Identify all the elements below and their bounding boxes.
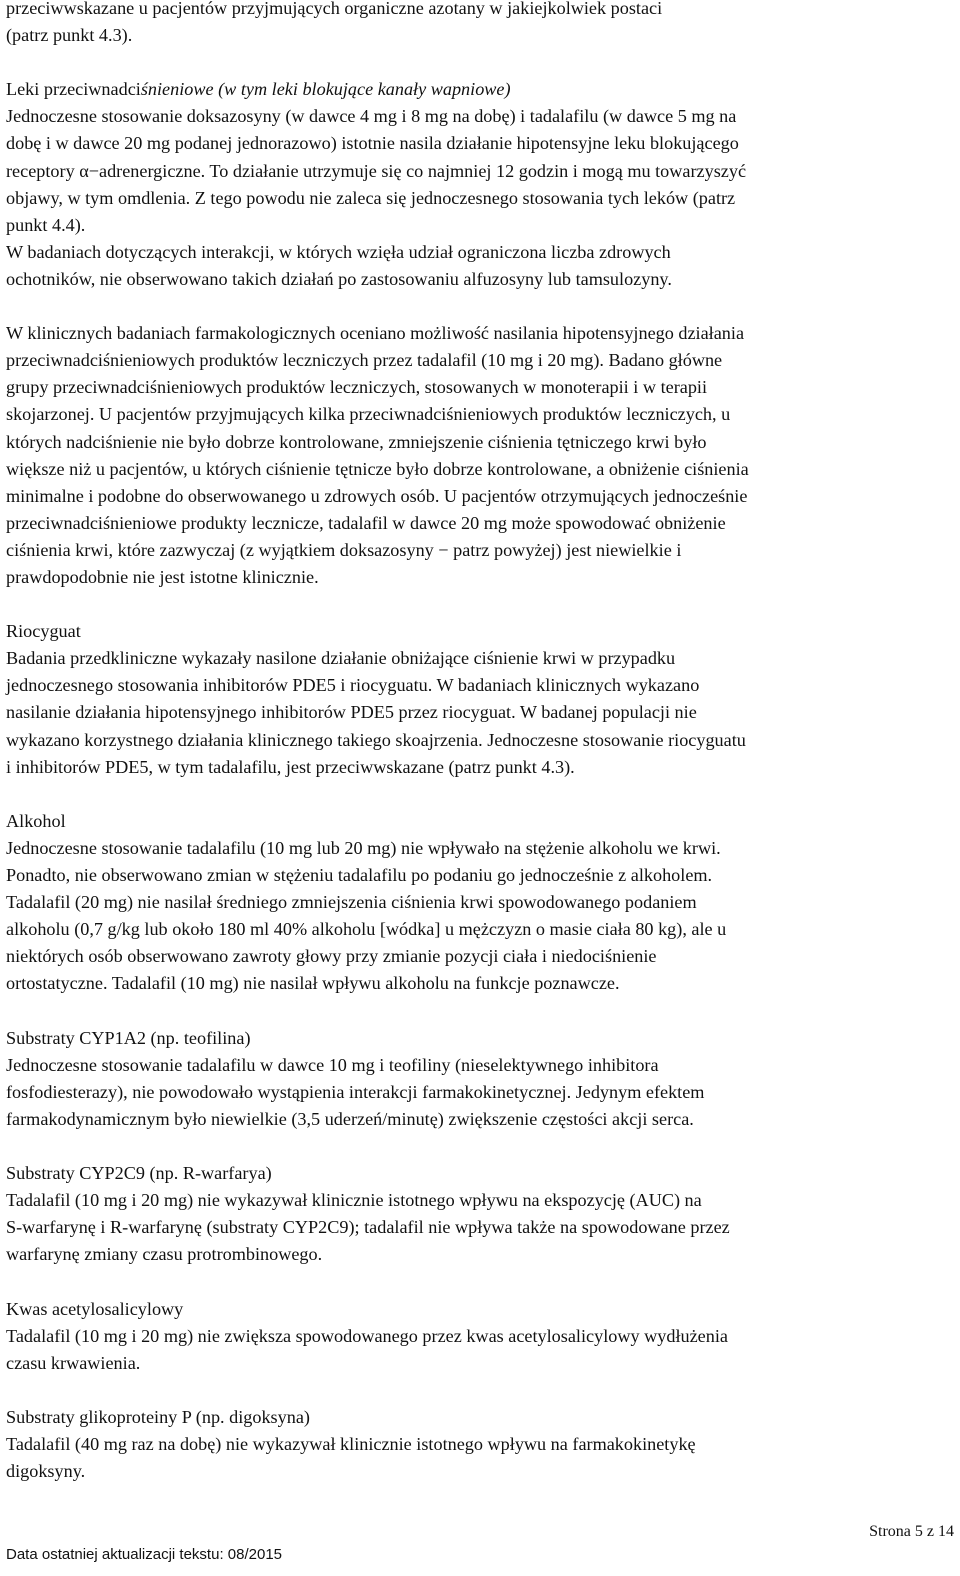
text-line: warfarynę zmiany czasu protrombinowego. (6, 1244, 323, 1265)
last-update-date: Data ostatniej aktualizacji tekstu: 08/2015 (6, 1546, 282, 1563)
text-line: przeciwnadciśnieniowe produkty lecznicze, tadalafil w dawce 20 mg może spowodować obniżenie (6, 512, 726, 533)
text-line: skojarzonej. U pacjentów przyjmujących kilka przeciwnadciśnieniowych produktów leczniczych, u (6, 404, 731, 425)
text-line: większe niż u pacjentów, u których ciśnienie tętnicze było dobrze kontrolowane, a obniżenie ciśnienia (6, 458, 749, 479)
text-line: S-warfarynę i R-warfarynę (substraty CYP2C9); tadalafil nie wpływa także na spowodowane przez (6, 1217, 730, 1238)
spacer (6, 997, 956, 1024)
section-heading-aspirin: Kwas acetylosalicylowy (6, 1298, 184, 1319)
text-line: Tadalafil (20 mg) nie nasilał średniego zmniejszenia ciśnienia krwi spowodowanego podaniem (6, 892, 697, 913)
spacer (6, 49, 956, 76)
text-line: Tadalafil (10 mg i 20 mg) nie wykazywał klinicznie istotnego wpływu na ekspozycję (AUC) na (6, 1190, 702, 1211)
text-line: Jednoczesne stosowanie tadalafilu w dawce 10 mg i teofiliny (nieselektywnego inhibitora (6, 1054, 659, 1075)
aspirin-paragraph (6, 1323, 956, 1377)
section-heading-pgp: Substraty glikoproteiny P (np. digoksyna) (6, 1406, 310, 1427)
text-line: niektórych osób obserwowano zawroty głowy przy zmianie pozycji ciała i niedociśnienie (6, 946, 657, 967)
spacer (6, 1377, 956, 1404)
section-heading-riocyguat: Riocyguat (6, 621, 81, 642)
text-line: czasu krwawienia. (6, 1352, 141, 1373)
text-line: fosfodiesterazy), nie powodowało wystąpienia interakcji farmakokinetycznej. Jedynym efektem (6, 1081, 705, 1102)
text-line: jednoczesnego stosowania inhibitorów PDE5 i riocyguatu. W badaniach klinicznych wykazano (6, 675, 700, 696)
text-line: ochotników, nie obserwowano takich działań po zastosowaniu alfuzosyny lub tamsulozyny. (6, 268, 672, 289)
cyp2c9-paragraph (6, 1187, 956, 1268)
text-line: objawy, w tym omdlenia. Z tego powodu nie zaleca się jednoczesnego stosowania tych leków (patrz (6, 187, 736, 208)
text-line: dobę i w dawce 20 mg podanej jednorazowo) istotnie nasila działanie hipotensyjne leku blokującego (6, 133, 739, 154)
text-line: minimalne i podobne do obserwowanego u zdrowych osób. U pacjentów otrzymujących jednocześnie (6, 485, 748, 506)
text-line: Badania przedkliniczne wykazały nasilone działanie obniżające ciśnienie krwi w przypadku (6, 648, 676, 669)
text-line: których nadciśnienie nie było dobrze kontrolowane, zmniejszenie ciśnienia tętniczego krwi było (6, 431, 707, 452)
cyp1a2-paragraph (6, 1052, 956, 1133)
text-line: receptory α−adrenergiczne. To działanie utrzymuje się co najmniej 12 godzin i mogą mu towarzyszyć (6, 160, 747, 181)
text-line: przeciwnadciśnieniowych produktów leczniczych przez tadalafil (10 mg i 20 mg). Badano główne (6, 350, 723, 371)
page-number: Strona 5 z 14 (869, 1523, 954, 1540)
text-line: ciśnienia krwi, które zazwyczaj (z wyjątkiem doksazosyny − patrz powyżej) jest niewielkie i (6, 539, 682, 560)
text-line: wykazano korzystnego działania klinicznego takiego skoajrzenia. Jednoczesne stosowanie riocyguatu (6, 729, 746, 750)
text-line: nasilanie działania hipotensyjnego inhibitorów PDE5 przez riocyguat. W badanej populacji nie (6, 702, 697, 723)
text-line: Jednoczesne stosowanie tadalafilu (10 mg lub 20 mg) nie wpływało na stężenie alkoholu we krwi. (6, 837, 721, 858)
spacer (6, 1268, 956, 1295)
text-line: grupy przeciwnadciśnieniowych produktów leczniczych, stosowanych w monoterapii i w terapii (6, 377, 708, 398)
text-line: W badaniach dotyczących interakcji, w których wzięła udział ograniczona liczba zdrowych (6, 241, 671, 262)
text-line: Ponadto, nie obserwowano zmian w stężeniu tadalafilu po podaniu go jednocześnie z alkoholem. (6, 865, 713, 885)
spacer (6, 1133, 956, 1160)
text-line: W klinicznych badaniach farmakologicznych oceniano możliwość nasilania hipotensyjnego działania (6, 323, 745, 344)
heading-italic: śnieniowe (w tym leki blokujące kanały wapniowe) (140, 79, 511, 100)
document-body (6, 0, 956, 1485)
section-heading-cyp1a2: Substraty CYP1A2 (np. teofilina) (6, 1027, 251, 1048)
text-line: przeciwwskazane u pacjentów przyjmujących organiczne azotany w jakiejkolwiek postaci (6, 0, 663, 18)
text-line: prawdopodobnie nie jest istotne klinicznie. (6, 566, 319, 587)
riocyguat-paragraph (6, 645, 956, 780)
spacer (6, 591, 956, 618)
spacer (6, 293, 956, 320)
section-heading-cyp2c9: Substraty CYP2C9 (np. R-warfarya) (6, 1163, 272, 1184)
text-line: ortostatyczne. Tadalafil (10 mg) nie nasilał wpływu alkoholu na funkcje poznawcze. (6, 973, 620, 994)
pgp-paragraph (6, 1431, 956, 1485)
text-line: punkt 4.4). (6, 214, 86, 235)
antihypertensives-paragraph-1 (6, 103, 956, 293)
heading-plain: Leki przeciwnadci (6, 79, 141, 100)
intro-paragraph (6, 0, 956, 49)
antihypertensives-paragraph-2 (6, 320, 956, 591)
text-line: farmakodynamicznym było niewielkie (3,5 uderzeń/minutę) zwiększenie częstości akcji serca. (6, 1108, 694, 1129)
text-line: Tadalafil (10 mg i 20 mg) nie zwiększa spowodowanego przez kwas acetylosalicylowy wydłużenia (6, 1325, 728, 1346)
text-line: (patrz punkt 4.3). (6, 25, 133, 46)
section-heading-antihypertensives (6, 76, 956, 103)
text-line: i inhibitorów PDE5, w tym tadalafilu, jest przeciwwskazane (patrz punkt 4.3). (6, 756, 575, 777)
text-line: Tadalafil (40 mg raz na dobę) nie wykazywał klinicznie istotnego wpływu na farmakokinetykę (6, 1433, 696, 1454)
alcohol-paragraph (6, 835, 956, 998)
text-line: digoksyny. (6, 1461, 86, 1482)
text-line: alkoholu (0,7 g/kg lub około 180 ml 40% alkoholu [wódka] u mężczyzn o masie ciała 80 kg), ale u (6, 919, 727, 940)
spacer (6, 781, 956, 808)
section-heading-alcohol: Alkohol (6, 810, 66, 831)
text-line: Jednoczesne stosowanie doksazosyny (w dawce 4 mg i 8 mg na dobę) i tadalafilu (w dawce 5 mg na (6, 106, 737, 127)
